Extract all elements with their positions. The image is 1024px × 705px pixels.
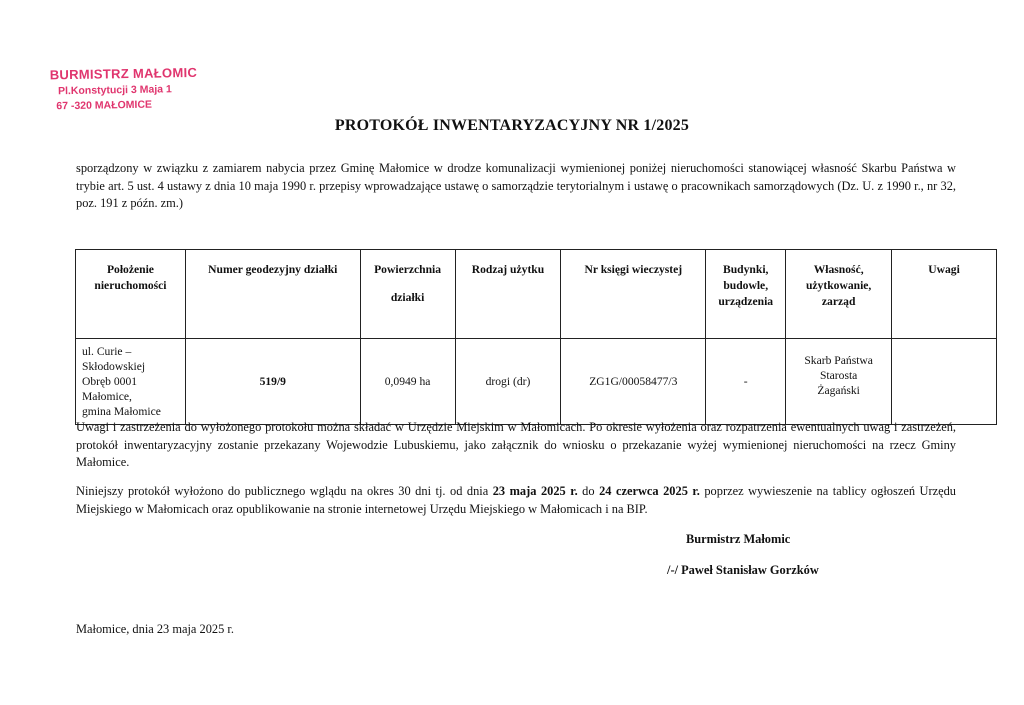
signature-title: Burmistrz Małomic (686, 532, 791, 546)
inventory-table (75, 249, 997, 425)
header-parcel-number: Numer geodezyjny działki (185, 250, 360, 339)
stamp-line-1: BURMISTRZ MAŁOMIC (49, 64, 198, 83)
header-ownership: Własność, użytkowanie, zarząd (786, 250, 892, 339)
date-from: 23 maja 2025 r. (492, 484, 578, 498)
display-paragraph: Niniejszy protokół wyłożono do publicznego wglądu na okres 30 dni tj. od dnia 23 maja 2025 r. do 24 czerwca 2025 r. poprzez wywieszenie na tablicy ogłoszeń Urzędu Miejskiego w Małomicach oraz opublikowanie na stronie internetowej Urzędu Miejskiego w Małomicach i na BIP. (76, 484, 956, 516)
cell-location: ul. Curie – Skłodowskiej Obręb 0001 Małomice, gmina Małomice (76, 339, 186, 425)
header-usage: Rodzaj użytku (455, 250, 561, 339)
header-remarks: Uwagi (892, 250, 997, 339)
document-title: PROTOKÓŁ INWENTARYZACYJNY NR 1/2025 (334, 117, 690, 134)
stamp-line-2: Pl.Konstytucji 3 Maja 1 (57, 83, 172, 98)
cell-remarks (892, 339, 997, 425)
cell-buildings: - (706, 339, 786, 425)
date-to: 24 czerwca 2025 r. (599, 484, 700, 498)
cell-ownership: Skarb Państwa Starosta Żagański (786, 339, 892, 425)
cell-usage: drogi (dr) (455, 339, 561, 425)
signature-name: /-/ Paweł Stanisław Gorzków (667, 563, 819, 577)
header-area: Powierzchnia działki (360, 250, 455, 339)
table-header-row (76, 250, 997, 339)
header-land-register: Nr księgi wieczystej (561, 250, 706, 339)
cell-land-register: ZG1G/00058477/3 (561, 339, 706, 425)
cell-parcel-number: 519/9 (185, 339, 360, 425)
intro-paragraph: sporządzony w związku z zamiarem nabycia przez Gminę Małomice w drodze komunalizacji wymienionej poniżej nieruchomości stanowiącej własność Skarbu Państwa w trybie art. 5 ust. 4 ustawy z dnia 10 maja 1990 r. przepisy wprowadzające ustawę o samorządzie terytorialnym i ustawę o pracownikach samorządowych (Dz. U. z 1990 r., nr 32, poz. 191 z późn. zm.) (76, 161, 956, 210)
header-buildings: Budynki, budowle, urządzenia (706, 250, 786, 339)
cell-area: 0,0949 ha (360, 339, 455, 425)
remarks-paragraph: Uwagi i zastrzeżenia do wyłożonego protokołu można składać w Urzędzie Miejskim w Małomicach. Po okresie wyłożenia oraz rozpatrzenia ewentualnych uwag i zastrzeżeń, protokół inwentaryzacyjny zostanie przekazany Wojewodzie Lubuskiemu, jako załącznik do wniosku o przekazanie wyżej wymienionej nieruchomości na rzecz Gminy Małomice. (76, 420, 956, 469)
table-row (76, 339, 997, 425)
stamp-line-3: 67 -320 MAŁOMICE (56, 98, 153, 113)
header-location: Położenie nieruchomości (76, 250, 186, 339)
official-stamp (50, 65, 211, 113)
place-and-date: Małomice, dnia 23 maja 2025 r. (76, 622, 234, 636)
